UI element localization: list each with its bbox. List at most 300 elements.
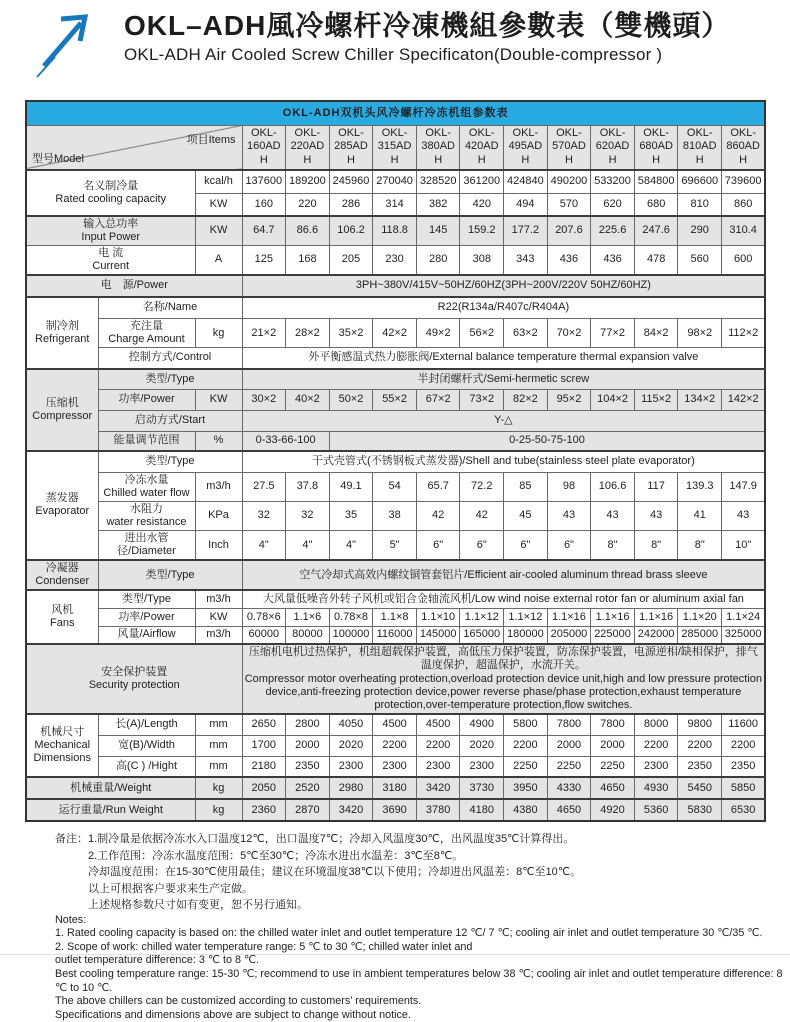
model-prefix: OKL-: [468, 126, 495, 139]
cell-line: Refrigerant: [35, 332, 90, 345]
value-cell: 2000: [591, 735, 635, 756]
section-label-cell: [26, 714, 98, 777]
model-header-cell: [373, 125, 417, 170]
value-cell: 32: [286, 502, 330, 531]
value-cell: 5800: [504, 714, 548, 735]
value-cell: 21×2: [242, 319, 286, 348]
row-label-cell: 类型/Type: [98, 590, 195, 608]
value-cell: 40×2: [286, 390, 330, 411]
titles: [124, 6, 730, 65]
model-code: 315ADH: [377, 140, 412, 166]
value-cell: 112×2: [722, 319, 766, 348]
value-cell: 145: [416, 216, 460, 245]
value-cell: 328520: [416, 170, 460, 194]
value-cell: 104×2: [591, 390, 635, 411]
value-cell: 177.2: [504, 216, 548, 245]
value-cell: 117: [634, 473, 678, 502]
cell-line: Dimensions: [33, 752, 91, 765]
unit-cell: A: [195, 245, 242, 274]
row-label-cell: 功率/Power: [98, 608, 195, 626]
value-cell: 1.1×16: [634, 608, 678, 626]
value-cell: 420: [460, 194, 504, 216]
value-cell: 5850: [722, 777, 766, 799]
model-header-cell: [591, 125, 635, 170]
row-label-cell: 控制方式/Control: [98, 348, 242, 369]
model-code: 570ADH: [552, 140, 586, 166]
value-cell: 5360: [634, 799, 678, 821]
cell-line: 名义制冷量: [83, 179, 139, 192]
note-line-en: The above chillers can be customized according to customers’ requirements.: [55, 995, 422, 1008]
value-cell: 82×2: [504, 390, 548, 411]
unit-cell: mm: [195, 714, 242, 735]
unit-cell: kg: [195, 319, 242, 348]
value-cell: 2300: [634, 756, 678, 777]
value-cell: 2200: [416, 735, 460, 756]
value-cell: 41: [678, 502, 722, 531]
value-cell: 4": [242, 530, 286, 560]
value-cell: 3780: [416, 799, 460, 821]
model-code: 860ADH: [726, 140, 760, 166]
value-cell: 225.6: [591, 216, 635, 245]
value-cell: 245960: [329, 170, 373, 194]
merged-value-cell: R22(R134a/R407c/R404A): [242, 297, 765, 319]
value-cell: 30×2: [242, 390, 286, 411]
value-cell: 73×2: [460, 390, 504, 411]
row-label-cell: [26, 216, 195, 245]
value-cell: 286: [329, 194, 373, 216]
value-cell: 180000: [504, 626, 548, 644]
value-cell: 2300: [373, 756, 417, 777]
note-line-zh: 以上可根据客户要求来生产定做。: [88, 882, 253, 895]
model-code: 680ADH: [639, 140, 673, 166]
value-cell: 98×2: [678, 319, 722, 348]
value-cell: 80000: [286, 626, 330, 644]
value-cell: 1.1×16: [591, 608, 635, 626]
value-cell: 145000: [416, 626, 460, 644]
cell-line: 蒸发器: [45, 492, 79, 505]
notes-en: [55, 914, 790, 1022]
value-cell: 142×2: [722, 390, 766, 411]
model-code: 380ADH: [421, 140, 455, 166]
note-line-en: 1. Rated cooling capacity is based on: the chilled water inlet and outlet temperature 12 ℃/ 7 ℃; cooling air inlet and outlet temperature 30 ℃/35 ℃.: [55, 927, 763, 940]
model-code: 420ADH: [464, 140, 499, 166]
unit-cell: KW: [195, 608, 242, 626]
row-label-cell: 高(C ) /Hight: [98, 756, 195, 777]
value-cell: 4180: [460, 799, 504, 821]
model-prefix: OKL-: [512, 126, 539, 139]
page-title-zh: OKL–ADH風冷螺杆冷凍機組參數表（雙機頭）: [124, 10, 731, 41]
spec-table-body: [26, 101, 765, 821]
value-cell: 280: [416, 245, 460, 274]
value-cell: 65.7: [416, 473, 460, 502]
value-cell: 98: [547, 473, 591, 502]
model-header-cell: [547, 125, 591, 170]
value-cell: 325000: [722, 626, 766, 644]
value-cell: 2000: [547, 735, 591, 756]
value-cell: 1.1×12: [504, 608, 548, 626]
value-cell: 43: [591, 502, 635, 531]
model-prefix: OKL-: [730, 126, 756, 139]
row-label-cell: 风量/Airflow: [98, 626, 195, 644]
value-cell: 63×2: [504, 319, 548, 348]
value-cell: 247.6: [634, 216, 678, 245]
value-cell: 4500: [416, 714, 460, 735]
value-cell: 343: [504, 245, 548, 274]
row-label-cell: [98, 502, 195, 531]
row-label-cell: 进出水管径/Diameter: [98, 530, 195, 560]
value-cell: 560: [678, 245, 722, 274]
value-cell: 1.1×20: [678, 608, 722, 626]
value-cell: 205: [329, 245, 373, 274]
value-cell: 2870: [286, 799, 330, 821]
value-cell: 5": [373, 530, 417, 560]
value-cell: 55×2: [373, 390, 417, 411]
value-cell: 42: [416, 502, 460, 531]
section-label-cell: [26, 560, 98, 590]
value-cell: 860: [722, 194, 766, 216]
value-cell: 2250: [547, 756, 591, 777]
merged-value-cell: 大风量低噪音外转子风机或铝合金轴流风机/Low wind noise external rotor fan or aluminum axial fan: [242, 590, 765, 608]
note-line-zh: 冷却温度范围：在15-30℃使用最佳；建议在环境温度38℃以下使用；冷却进出风温差：8℃至10℃。: [88, 866, 582, 879]
value-cell: 160: [242, 194, 286, 216]
value-cell: 45: [504, 502, 548, 531]
value-cell: 9800: [678, 714, 722, 735]
value-cell: 106.6: [591, 473, 635, 502]
cell-line: Current: [92, 259, 130, 272]
value-cell: 1.1×10: [416, 608, 460, 626]
value-cell: 478: [634, 245, 678, 274]
unit-cell: Inch: [195, 530, 242, 560]
value-cell: 494: [504, 194, 548, 216]
value-cell: 1.1×8: [373, 608, 417, 626]
value-cell: 147.9: [722, 473, 766, 502]
value-cell: 2180: [242, 756, 286, 777]
merged-value-cell: 0-25-50-75-100: [329, 432, 765, 451]
cell-line: Compressor motor overheating protection,overload protection device unit,high and low pressure protection device,anti-freezing protection device,power reverse phase/phase protection,exhaust temperature protection,over-temperature protection,flow switches.: [244, 672, 763, 711]
value-cell: 2350: [722, 756, 766, 777]
value-cell: 2200: [504, 735, 548, 756]
value-cell: 35: [329, 502, 373, 531]
value-cell: 3950: [504, 777, 548, 799]
value-cell: 56×2: [460, 319, 504, 348]
value-cell: 4": [286, 530, 330, 560]
merged-value-cell: 干式壳管式(不锈钢板式蒸发器)/Shell and tube(stainless steel plate evaporator): [242, 451, 765, 473]
row-label-cell: 名称/Name: [98, 297, 242, 319]
value-cell: 70×2: [547, 319, 591, 348]
value-cell: 32: [242, 502, 286, 531]
notes-zh: [55, 831, 790, 914]
value-cell: 49×2: [416, 319, 460, 348]
cell-line: 水阻力: [130, 503, 163, 515]
unit-cell: m3/h: [195, 626, 242, 644]
value-cell: 2800: [286, 714, 330, 735]
value-cell: 8": [678, 530, 722, 560]
cell-line: Rated cooling capacity: [55, 192, 167, 205]
value-cell: 5830: [678, 799, 722, 821]
unit-cell: m3/h: [195, 473, 242, 502]
table-banner: OKL-ADH双机头风冷螺杆冷冻机组参数表: [26, 101, 765, 125]
unit-cell: mm: [195, 735, 242, 756]
row-label-cell: [26, 644, 242, 714]
row-label-cell: 类型/Type: [98, 560, 242, 590]
cell-line: Mechanical: [34, 739, 91, 752]
value-cell: 2350: [678, 756, 722, 777]
spec-table: [25, 100, 766, 822]
value-cell: 533200: [591, 170, 635, 194]
model-prefix: OKL-: [556, 126, 582, 139]
unit-cell: m3/h: [195, 590, 242, 608]
value-cell: 2300: [460, 756, 504, 777]
value-cell: 0.78×6: [242, 608, 286, 626]
merged-value-cell: 3PH~380V/415V~50HZ/60HZ(3PH~200V/220V 50HZ/60HZ): [242, 275, 765, 297]
value-cell: 2020: [329, 735, 373, 756]
value-cell: 3420: [329, 799, 373, 821]
note-line-en: 2. Scope of work: chilled water temperature range: 5 ℃ to 30 ℃; chilled water inlet and: [55, 940, 473, 953]
model-code: 220ADH: [290, 140, 325, 166]
value-cell: 1.1×24: [722, 608, 766, 626]
model-header-cell: [722, 125, 766, 170]
cell-line: 冷凝器: [45, 562, 79, 575]
value-cell: 86.6: [286, 216, 330, 245]
value-cell: 424840: [504, 170, 548, 194]
value-cell: 3730: [460, 777, 504, 799]
model-code: 285ADH: [334, 140, 368, 166]
brand-arrow-icon: [30, 6, 116, 80]
value-cell: 118.8: [373, 216, 417, 245]
note-line-zh: 上述规格参数尺寸如有变更，恕不另行通知。: [88, 899, 308, 912]
merged-value-cell: 半封闭螺杆式/Semi-hermetic screw: [242, 369, 765, 390]
value-cell: 436: [591, 245, 635, 274]
value-cell: 490200: [547, 170, 591, 194]
model-prefix: OKL-: [686, 126, 713, 139]
protection-text-cell: [242, 644, 765, 714]
value-cell: 42×2: [373, 319, 417, 348]
row-label-cell: 运行重量/Run Weight: [26, 799, 195, 821]
value-cell: 165000: [460, 626, 504, 644]
page-header: [0, 0, 790, 88]
cell-line: 机械尺寸: [40, 726, 85, 739]
value-cell: 60000: [242, 626, 286, 644]
value-cell: 4650: [591, 777, 635, 799]
merged-value-cell: 空气冷却式高效内螺纹铜管套铝片/Efficient air-cooled aluminum thread brass sleeve: [242, 560, 765, 590]
note-line-zh: 2.工作范围：冷冻水温度范围：5℃至30℃；冷冻水进出水温差：3℃至8℃。: [88, 849, 464, 862]
value-cell: 10": [722, 530, 766, 560]
value-cell: 6": [547, 530, 591, 560]
value-cell: 3420: [416, 777, 460, 799]
value-cell: 696600: [678, 170, 722, 194]
value-cell: 8": [591, 530, 635, 560]
value-cell: 205000: [547, 626, 591, 644]
value-cell: 139.3: [678, 473, 722, 502]
model-prefix: OKL-: [338, 126, 364, 139]
section-label-cell: [26, 369, 98, 451]
unit-cell: KW: [195, 194, 242, 216]
cell-line: Charge Amount: [108, 333, 185, 346]
cell-line: 安全保护装置: [101, 666, 168, 679]
value-cell: 1.1×12: [460, 608, 504, 626]
value-cell: 28×2: [286, 319, 330, 348]
value-cell: 116000: [373, 626, 417, 644]
value-cell: 314: [373, 194, 417, 216]
value-cell: 43: [722, 502, 766, 531]
row-label-cell: 类型/Type: [98, 369, 242, 390]
notes: [55, 831, 790, 1022]
note-line-en: outlet temperature difference: 3 ℃ to 8 ℃.: [55, 954, 260, 967]
value-cell: 115×2: [634, 390, 678, 411]
value-cell: 436: [547, 245, 591, 274]
model-header-cell: [329, 125, 373, 170]
value-cell: 43: [634, 502, 678, 531]
value-cell: 8": [634, 530, 678, 560]
value-cell: 382: [416, 194, 460, 216]
value-cell: 2250: [591, 756, 635, 777]
cell-line: Input Power: [81, 230, 141, 243]
row-label-cell: 电 源/Power: [26, 275, 242, 297]
model-header-cell: [416, 125, 460, 170]
value-cell: 310.4: [722, 216, 766, 245]
page-title-en: OKL-ADH Air Cooled Screw Chiller Specificaton(Double-compressor ): [124, 45, 663, 65]
cell-line: Compressor: [32, 409, 93, 422]
cell-line: 压缩机电机过热保护，机组超载保护装置，高低压力保护装置，防冻保护装置，电源逆相/缺相保护，排气温度保护，超温保护，水流开关。: [248, 646, 758, 672]
value-cell: 2350: [286, 756, 330, 777]
value-cell: 50×2: [329, 390, 373, 411]
unit-cell: KW: [195, 390, 242, 411]
model-header-cell: [634, 125, 678, 170]
cell-line: 充注量: [130, 320, 163, 333]
value-cell: 220: [286, 194, 330, 216]
value-cell: 67×2: [416, 390, 460, 411]
value-cell: 7800: [547, 714, 591, 735]
section-label-cell: [26, 297, 98, 369]
cell-line: 输入总功率: [83, 217, 139, 230]
merged-value-cell: 外平衡感温式热力膨胀阀/External balance temperature thermal expansion valve: [242, 348, 765, 369]
value-cell: 125: [242, 245, 286, 274]
cell-line: 冷冻水量: [124, 474, 169, 487]
value-cell: 739600: [722, 170, 766, 194]
value-cell: 42: [460, 502, 504, 531]
cell-line: 电 流: [98, 246, 124, 259]
model-code: 810ADH: [682, 140, 717, 166]
value-cell: 230: [373, 245, 417, 274]
value-cell: 4500: [373, 714, 417, 735]
unit-cell: kg: [195, 777, 242, 799]
value-cell: 5450: [678, 777, 722, 799]
model-code: 495ADH: [508, 140, 543, 166]
model-prefix: OKL-: [250, 126, 277, 139]
value-cell: 4930: [634, 777, 678, 799]
value-cell: 270040: [373, 170, 417, 194]
value-cell: 361200: [460, 170, 504, 194]
value-cell: 600: [722, 245, 766, 274]
unit-cell: mm: [195, 756, 242, 777]
value-cell: 54: [373, 473, 417, 502]
row-label-cell: 功率/Power: [98, 390, 195, 411]
value-cell: 2520: [286, 777, 330, 799]
row-label-cell: [26, 245, 195, 274]
value-cell: 2000: [286, 735, 330, 756]
value-cell: 11600: [722, 714, 766, 735]
row-label-cell: 长(A)/Length: [98, 714, 195, 735]
row-label-cell: 类型/Type: [98, 451, 242, 473]
value-cell: 4900: [460, 714, 504, 735]
value-cell: 570: [547, 194, 591, 216]
value-cell: 27.5: [242, 473, 286, 502]
value-cell: 4330: [547, 777, 591, 799]
value-cell: 159.2: [460, 216, 504, 245]
value-cell: 0.78×8: [329, 608, 373, 626]
note-line-zh: 备注：1.制冷量是依据冷冻水入口温度12℃，出口温度7℃；冷却入风温度30℃，出风温度35℃计算得出。: [55, 833, 575, 846]
page-bottom-rule: [0, 954, 790, 955]
section-label-cell: [26, 590, 98, 644]
value-cell: 2650: [242, 714, 286, 735]
value-cell: 584800: [634, 170, 678, 194]
note-line-en: Notes:: [55, 913, 87, 926]
section-label-cell: [26, 451, 98, 561]
value-cell: 2200: [634, 735, 678, 756]
merged-value-cell: 0-33-66-100: [242, 432, 329, 451]
value-cell: 290: [678, 216, 722, 245]
value-cell: 1.1×6: [286, 608, 330, 626]
value-cell: 84×2: [634, 319, 678, 348]
value-cell: 134×2: [678, 390, 722, 411]
value-cell: 85: [504, 473, 548, 502]
corner-model-label: 型号Model: [32, 152, 84, 165]
value-cell: 2050: [242, 777, 286, 799]
cell-line: 压缩机: [45, 396, 79, 409]
value-cell: 4": [329, 530, 373, 560]
unit-cell: KW: [195, 216, 242, 245]
value-cell: 2980: [329, 777, 373, 799]
value-cell: 2300: [416, 756, 460, 777]
value-cell: 308: [460, 245, 504, 274]
row-label-cell: 宽(B)/Width: [98, 735, 195, 756]
merged-value-cell: Y-△: [242, 411, 765, 432]
value-cell: 1.1×16: [547, 608, 591, 626]
unit-cell: %: [195, 432, 242, 451]
model-header-cell: [678, 125, 722, 170]
note-line-en: Specifications and dimensions above are subject to change without notice.: [55, 1008, 411, 1021]
value-cell: 2300: [329, 756, 373, 777]
cell-line: water resistance: [106, 515, 187, 528]
row-label-cell: [98, 319, 195, 348]
row-label-cell: [98, 473, 195, 502]
note-line-en: Best cooling temperature range: 15-30 ℃; recommend to use in ambient temperatures below 38 ℃; cooling air inlet and outlet temperature difference: 8 ℃ to 10 ℃.: [55, 968, 783, 994]
unit-cell: kg: [195, 799, 242, 821]
value-cell: 38: [373, 502, 417, 531]
model-prefix: OKL-: [294, 126, 321, 139]
value-cell: 2250: [504, 756, 548, 777]
cell-line: Condenser: [35, 575, 90, 588]
row-label-cell: 能量调节范围: [98, 432, 195, 451]
cell-line: Evaporator: [35, 505, 90, 518]
model-prefix: OKL-: [599, 126, 626, 139]
value-cell: 2360: [242, 799, 286, 821]
cell-line: 风机: [51, 604, 74, 617]
row-label-cell: 启动方式/Start: [98, 411, 242, 432]
row-label-cell: 机械重量/Weight: [26, 777, 195, 799]
value-cell: 1700: [242, 735, 286, 756]
model-code: 620ADH: [595, 140, 630, 166]
cell-line: Chilled water flow: [103, 487, 190, 500]
value-cell: 4380: [504, 799, 548, 821]
value-cell: 43: [547, 502, 591, 531]
model-prefix: OKL-: [381, 126, 408, 139]
value-cell: 6": [460, 530, 504, 560]
value-cell: 6": [416, 530, 460, 560]
value-cell: 3180: [373, 777, 417, 799]
value-cell: 225000: [591, 626, 635, 644]
cell-line: Fans: [50, 617, 75, 630]
